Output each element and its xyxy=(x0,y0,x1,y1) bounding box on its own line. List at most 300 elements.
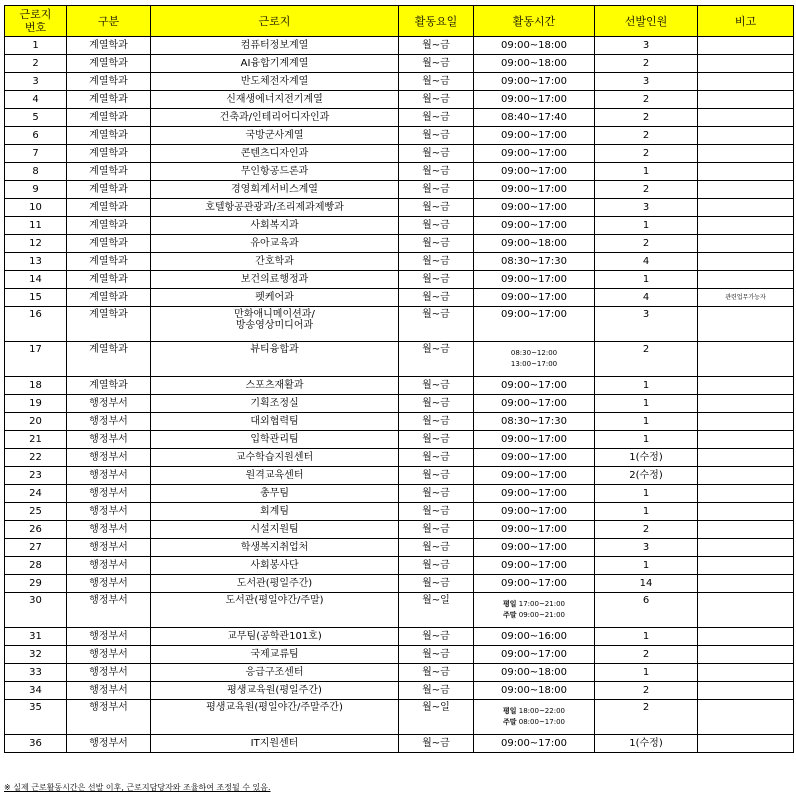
cell-note xyxy=(698,646,794,664)
cell-place: 건축과/인테리어디자인과 xyxy=(151,109,399,127)
cell-time: 09:00~17:00 xyxy=(474,467,595,485)
cell-count: 1 xyxy=(595,485,698,503)
cell-type: 행정부서 xyxy=(67,557,151,575)
cell-place: 평생교육원(평일야간/주말주간) xyxy=(151,700,399,735)
cell-days: 월~금 xyxy=(399,664,474,682)
cell-type: 계열학과 xyxy=(67,55,151,73)
table-row xyxy=(5,217,794,235)
cell-days: 월~금 xyxy=(399,199,474,217)
cell-note xyxy=(698,395,794,413)
cell-no: 24 xyxy=(5,485,67,503)
time-line-label: 평일 xyxy=(503,600,517,608)
cell-type: 계열학과 xyxy=(67,307,151,342)
work-site-table xyxy=(4,5,794,753)
time-line-value: 08:00~17:00 xyxy=(518,718,565,726)
cell-no: 29 xyxy=(5,575,67,593)
cell-note xyxy=(698,449,794,467)
cell-count: 2 xyxy=(595,646,698,664)
time-line xyxy=(476,717,592,728)
cell-note xyxy=(698,342,794,377)
cell-no: 26 xyxy=(5,521,67,539)
cell-place: 뷰티융합과 xyxy=(151,342,399,377)
cell-time: 09:00~17:00 xyxy=(474,199,595,217)
cell-note xyxy=(698,682,794,700)
cell-time: 09:00~16:00 xyxy=(474,628,595,646)
table-row xyxy=(5,342,794,377)
time-line xyxy=(476,706,592,717)
cell-no: 11 xyxy=(5,217,67,235)
cell-days: 월~금 xyxy=(399,163,474,181)
cell-count: 1 xyxy=(595,557,698,575)
cell-days: 월~금 xyxy=(399,377,474,395)
table-row xyxy=(5,73,794,91)
cell-time: 09:00~17:00 xyxy=(474,307,595,342)
header-note: 비고 xyxy=(698,6,794,37)
cell-place: 무인항공드론과 xyxy=(151,163,399,181)
cell-type: 계열학과 xyxy=(67,217,151,235)
cell-time: 09:00~17:00 xyxy=(474,181,595,199)
table-row xyxy=(5,682,794,700)
cell-days: 월~금 xyxy=(399,181,474,199)
cell-note xyxy=(698,307,794,342)
cell-type: 계열학과 xyxy=(67,253,151,271)
cell-note xyxy=(698,467,794,485)
cell-count: 1(수정) xyxy=(595,449,698,467)
cell-note xyxy=(698,55,794,73)
cell-days: 월~금 xyxy=(399,485,474,503)
table-row xyxy=(5,235,794,253)
cell-no: 28 xyxy=(5,557,67,575)
cell-days: 월~금 xyxy=(399,413,474,431)
table-row xyxy=(5,253,794,271)
cell-place: 콘텐츠디자인과 xyxy=(151,145,399,163)
cell-no: 1 xyxy=(5,37,67,55)
cell-days: 월~금 xyxy=(399,682,474,700)
cell-count: 2 xyxy=(595,145,698,163)
cell-time: 08:30~17:30 xyxy=(474,413,595,431)
cell-note xyxy=(698,181,794,199)
cell-count: 14 xyxy=(595,575,698,593)
cell-count: 3 xyxy=(595,73,698,91)
cell-type: 행정부서 xyxy=(67,735,151,753)
table-row xyxy=(5,628,794,646)
cell-type: 계열학과 xyxy=(67,127,151,145)
cell-type: 계열학과 xyxy=(67,199,151,217)
cell-type: 행정부서 xyxy=(67,682,151,700)
table-row xyxy=(5,575,794,593)
cell-place: 펫케어과 xyxy=(151,289,399,307)
cell-time xyxy=(474,593,595,628)
cell-count: 2 xyxy=(595,91,698,109)
cell-days: 월~금 xyxy=(399,575,474,593)
cell-time: 09:00~17:00 xyxy=(474,485,595,503)
cell-count: 4 xyxy=(595,289,698,307)
table-row xyxy=(5,271,794,289)
cell-type: 계열학과 xyxy=(67,235,151,253)
cell-no: 33 xyxy=(5,664,67,682)
cell-no: 6 xyxy=(5,127,67,145)
cell-days: 월~금 xyxy=(399,503,474,521)
cell-place: 교무팀(공학관101호) xyxy=(151,628,399,646)
cell-count: 3 xyxy=(595,37,698,55)
cell-no: 23 xyxy=(5,467,67,485)
cell-days: 월~금 xyxy=(399,217,474,235)
cell-count: 1(수정) xyxy=(595,735,698,753)
cell-place: 사회복지과 xyxy=(151,217,399,235)
cell-place: 학생복지취업처 xyxy=(151,539,399,557)
cell-days: 월~금 xyxy=(399,145,474,163)
table-row xyxy=(5,593,794,628)
cell-count: 1 xyxy=(595,628,698,646)
cell-time: 09:00~17:00 xyxy=(474,575,595,593)
cell-time: 09:00~17:00 xyxy=(474,503,595,521)
cell-no: 27 xyxy=(5,539,67,557)
cell-note xyxy=(698,163,794,181)
cell-note xyxy=(698,199,794,217)
cell-days: 월~금 xyxy=(399,467,474,485)
cell-count: 3 xyxy=(595,307,698,342)
table-row xyxy=(5,199,794,217)
cell-count: 2 xyxy=(595,109,698,127)
cell-time: 09:00~17:00 xyxy=(474,127,595,145)
cell-no: 19 xyxy=(5,395,67,413)
cell-time: 09:00~17:00 xyxy=(474,163,595,181)
cell-count: 2 xyxy=(595,700,698,735)
cell-place: 총무팀 xyxy=(151,485,399,503)
cell-time: 09:00~17:00 xyxy=(474,395,595,413)
header-days: 활동요일 xyxy=(399,6,474,37)
cell-type: 계열학과 xyxy=(67,271,151,289)
cell-days: 월~금 xyxy=(399,109,474,127)
cell-time: 09:00~17:00 xyxy=(474,557,595,575)
cell-place: IT지원센터 xyxy=(151,735,399,753)
cell-type: 계열학과 xyxy=(67,181,151,199)
cell-no: 22 xyxy=(5,449,67,467)
cell-note xyxy=(698,91,794,109)
cell-type: 행정부서 xyxy=(67,449,151,467)
cell-no: 34 xyxy=(5,682,67,700)
cell-place: 컴퓨터정보계열 xyxy=(151,37,399,55)
cell-type: 행정부서 xyxy=(67,431,151,449)
cell-no: 32 xyxy=(5,646,67,664)
cell-time: 09:00~17:00 xyxy=(474,145,595,163)
cell-type: 행정부서 xyxy=(67,664,151,682)
cell-days: 월~금 xyxy=(399,271,474,289)
cell-no: 31 xyxy=(5,628,67,646)
cell-type: 행정부서 xyxy=(67,700,151,735)
cell-no: 13 xyxy=(5,253,67,271)
table-row xyxy=(5,109,794,127)
table-row xyxy=(5,449,794,467)
time-line-value: 09:00~21:00 xyxy=(518,611,565,619)
cell-days: 월~금 xyxy=(399,557,474,575)
cell-count: 1 xyxy=(595,431,698,449)
table-row xyxy=(5,664,794,682)
cell-note xyxy=(698,593,794,628)
cell-no: 5 xyxy=(5,109,67,127)
table-row xyxy=(5,55,794,73)
cell-no: 10 xyxy=(5,199,67,217)
cell-time: 09:00~17:00 xyxy=(474,646,595,664)
cell-time: 09:00~17:00 xyxy=(474,539,595,557)
cell-count: 2 xyxy=(595,55,698,73)
table-row xyxy=(5,431,794,449)
cell-time: 09:00~17:00 xyxy=(474,735,595,753)
cell-time: 09:00~18:00 xyxy=(474,682,595,700)
cell-time: 09:00~17:00 xyxy=(474,217,595,235)
cell-time: 09:00~17:00 xyxy=(474,377,595,395)
table-row xyxy=(5,181,794,199)
cell-note xyxy=(698,539,794,557)
cell-type: 계열학과 xyxy=(67,145,151,163)
cell-place: 기획조정실 xyxy=(151,395,399,413)
cell-type: 계열학과 xyxy=(67,342,151,377)
header-place: 근로지 xyxy=(151,6,399,37)
table-row xyxy=(5,467,794,485)
cell-place: 호텔항공관광과/조리제과제빵과 xyxy=(151,199,399,217)
cell-note xyxy=(698,217,794,235)
cell-count: 6 xyxy=(595,593,698,628)
cell-note xyxy=(698,109,794,127)
cell-type: 행정부서 xyxy=(67,628,151,646)
cell-place: 입학관리팀 xyxy=(151,431,399,449)
cell-time xyxy=(474,700,595,735)
cell-place: 경영회계서비스계열 xyxy=(151,181,399,199)
cell-type: 행정부서 xyxy=(67,503,151,521)
cell-time: 09:00~17:00 xyxy=(474,73,595,91)
table-row xyxy=(5,307,794,342)
cell-note xyxy=(698,73,794,91)
cell-place: 평생교육원(평일주간) xyxy=(151,682,399,700)
cell-count: 1 xyxy=(595,395,698,413)
cell-type: 계열학과 xyxy=(67,289,151,307)
table-row xyxy=(5,646,794,664)
cell-type: 행정부서 xyxy=(67,646,151,664)
cell-type: 계열학과 xyxy=(67,91,151,109)
cell-note xyxy=(698,485,794,503)
cell-type: 행정부서 xyxy=(67,485,151,503)
cell-note xyxy=(698,628,794,646)
cell-note xyxy=(698,664,794,682)
cell-days: 월~금 xyxy=(399,37,474,55)
cell-count: 2 xyxy=(595,127,698,145)
cell-note xyxy=(698,271,794,289)
cell-place: AI융합기계계열 xyxy=(151,55,399,73)
cell-type: 계열학과 xyxy=(67,377,151,395)
cell-place: 유아교육과 xyxy=(151,235,399,253)
cell-days: 월~금 xyxy=(399,235,474,253)
table-body xyxy=(5,37,794,753)
cell-note xyxy=(698,521,794,539)
cell-no: 4 xyxy=(5,91,67,109)
cell-count: 1 xyxy=(595,377,698,395)
cell-time: 09:00~17:00 xyxy=(474,271,595,289)
cell-place: 도서관(평일주간) xyxy=(151,575,399,593)
cell-note xyxy=(698,253,794,271)
table-row xyxy=(5,485,794,503)
cell-days: 월~금 xyxy=(399,735,474,753)
table-row xyxy=(5,735,794,753)
cell-count: 1 xyxy=(595,664,698,682)
cell-note xyxy=(698,735,794,753)
cell-count: 2 xyxy=(595,235,698,253)
cell-days: 월~금 xyxy=(399,539,474,557)
header-count: 선발인원 xyxy=(595,6,698,37)
cell-type: 행정부서 xyxy=(67,593,151,628)
time-line-label: 평일 xyxy=(503,707,517,715)
cell-no: 17 xyxy=(5,342,67,377)
table-row xyxy=(5,377,794,395)
cell-days: 월~금 xyxy=(399,91,474,109)
cell-no: 21 xyxy=(5,431,67,449)
cell-count: 2 xyxy=(595,521,698,539)
cell-place: 보건의료행정과 xyxy=(151,271,399,289)
cell-no: 36 xyxy=(5,735,67,753)
cell-no: 7 xyxy=(5,145,67,163)
footnote: ※ 실제 근로활동시간은 선발 이후, 근로지담당자와 조율하여 조정될 수 있음. xyxy=(4,783,271,792)
cell-place: 국방군사계열 xyxy=(151,127,399,145)
cell-no: 35 xyxy=(5,700,67,735)
cell-place: 교수학습지원센터 xyxy=(151,449,399,467)
cell-note xyxy=(698,431,794,449)
cell-time: 08:40~17:40 xyxy=(474,109,595,127)
cell-no: 20 xyxy=(5,413,67,431)
cell-place: 시설지원팀 xyxy=(151,521,399,539)
cell-count: 1 xyxy=(595,163,698,181)
cell-type: 행정부서 xyxy=(67,467,151,485)
cell-days: 월~금 xyxy=(399,521,474,539)
header-no: 근로지 번호 xyxy=(5,6,67,37)
cell-time: 09:00~17:00 xyxy=(474,91,595,109)
cell-place: 신재생에너지전기계열 xyxy=(151,91,399,109)
cell-days: 월~일 xyxy=(399,593,474,628)
cell-note xyxy=(698,700,794,735)
cell-no: 2 xyxy=(5,55,67,73)
cell-note xyxy=(698,413,794,431)
cell-no: 15 xyxy=(5,289,67,307)
cell-time: 08:30~17:30 xyxy=(474,253,595,271)
cell-place: 사회봉사단 xyxy=(151,557,399,575)
cell-no: 14 xyxy=(5,271,67,289)
cell-note xyxy=(698,557,794,575)
cell-count: 4 xyxy=(595,253,698,271)
cell-time: 09:00~17:00 xyxy=(474,289,595,307)
cell-no: 3 xyxy=(5,73,67,91)
cell-place: 만화애니메이션과/ 방송영상미디어과 xyxy=(151,307,399,342)
cell-note xyxy=(698,37,794,55)
cell-no: 9 xyxy=(5,181,67,199)
cell-time: 09:00~18:00 xyxy=(474,664,595,682)
cell-count: 1 xyxy=(595,271,698,289)
cell-time: 09:00~17:00 xyxy=(474,521,595,539)
table-row xyxy=(5,37,794,55)
cell-count: 1 xyxy=(595,503,698,521)
cell-no: 12 xyxy=(5,235,67,253)
cell-note xyxy=(698,377,794,395)
cell-place: 응급구조센터 xyxy=(151,664,399,682)
cell-days: 월~일 xyxy=(399,700,474,735)
cell-days: 월~금 xyxy=(399,646,474,664)
cell-count: 3 xyxy=(595,539,698,557)
cell-count: 2 xyxy=(595,682,698,700)
cell-note xyxy=(698,575,794,593)
cell-place: 회계팀 xyxy=(151,503,399,521)
table-row xyxy=(5,521,794,539)
cell-days: 월~금 xyxy=(399,253,474,271)
table-row xyxy=(5,127,794,145)
cell-type: 계열학과 xyxy=(67,37,151,55)
time-line-label: 주말 xyxy=(503,611,517,619)
cell-place: 도서관(평일야간/주말) xyxy=(151,593,399,628)
cell-place: 대외협력팀 xyxy=(151,413,399,431)
cell-days: 월~금 xyxy=(399,307,474,342)
cell-place: 국제교류팀 xyxy=(151,646,399,664)
cell-note xyxy=(698,127,794,145)
time-line xyxy=(476,599,592,610)
cell-type: 행정부서 xyxy=(67,539,151,557)
table-row xyxy=(5,700,794,735)
table-row xyxy=(5,163,794,181)
cell-days: 월~금 xyxy=(399,55,474,73)
cell-days: 월~금 xyxy=(399,127,474,145)
cell-days: 월~금 xyxy=(399,628,474,646)
cell-note xyxy=(698,235,794,253)
cell-time: 09:00~17:00 xyxy=(474,449,595,467)
cell-count: 1 xyxy=(595,217,698,235)
cell-no: 30 xyxy=(5,593,67,628)
table-row xyxy=(5,145,794,163)
cell-count: 2 xyxy=(595,181,698,199)
cell-time: 09:00~18:00 xyxy=(474,37,595,55)
time-line-value: 17:00~21:00 xyxy=(518,600,565,608)
cell-no: 25 xyxy=(5,503,67,521)
cell-count: 3 xyxy=(595,199,698,217)
cell-no: 16 xyxy=(5,307,67,342)
cell-count: 2(수정) xyxy=(595,467,698,485)
cell-type: 계열학과 xyxy=(67,163,151,181)
cell-type: 행정부서 xyxy=(67,413,151,431)
cell-days: 월~금 xyxy=(399,342,474,377)
header-row xyxy=(5,6,794,37)
cell-count: 2 xyxy=(595,342,698,377)
table-row xyxy=(5,289,794,307)
cell-time: 09:00~17:00 xyxy=(474,431,595,449)
cell-place: 간호학과 xyxy=(151,253,399,271)
cell-place: 원격교육센터 xyxy=(151,467,399,485)
cell-note: 관련업무가능자 xyxy=(698,289,794,307)
cell-time: 09:00~18:00 xyxy=(474,235,595,253)
cell-type: 행정부서 xyxy=(67,575,151,593)
cell-days: 월~금 xyxy=(399,449,474,467)
time-line xyxy=(476,610,592,621)
cell-days: 월~금 xyxy=(399,431,474,449)
cell-note xyxy=(698,503,794,521)
header-time: 활동시간 xyxy=(474,6,595,37)
cell-time: 09:00~18:00 xyxy=(474,55,595,73)
table-row xyxy=(5,503,794,521)
table-row xyxy=(5,395,794,413)
cell-type: 계열학과 xyxy=(67,109,151,127)
cell-type: 행정부서 xyxy=(67,395,151,413)
cell-count: 1 xyxy=(595,413,698,431)
table-row xyxy=(5,557,794,575)
cell-place: 스포츠재활과 xyxy=(151,377,399,395)
table-row xyxy=(5,413,794,431)
time-line: 13:00~17:00 xyxy=(510,360,558,368)
time-line-value: 18:00~22:00 xyxy=(518,707,565,715)
time-line-label: 주말 xyxy=(503,718,517,726)
cell-type: 계열학과 xyxy=(67,73,151,91)
